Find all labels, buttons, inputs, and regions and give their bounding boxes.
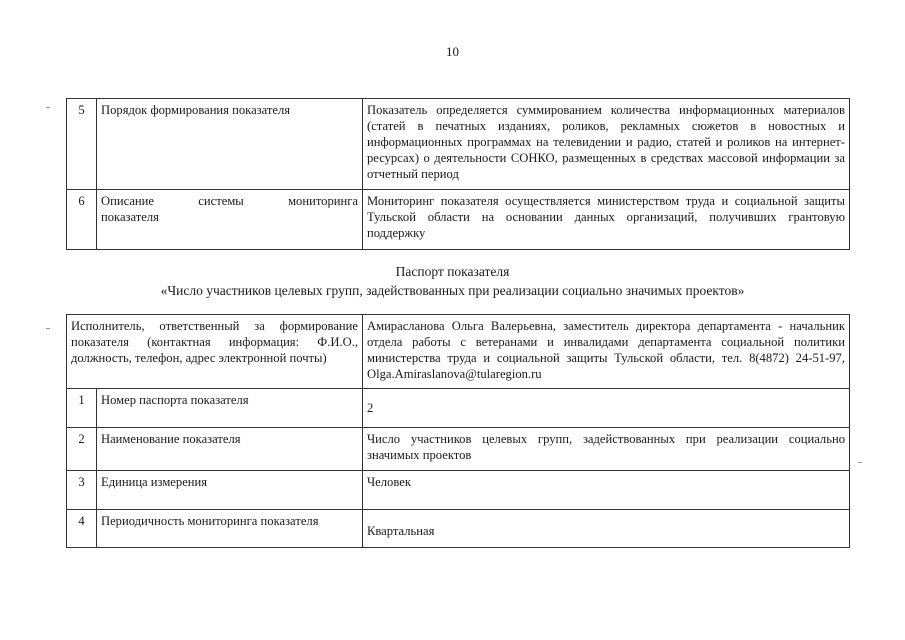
page-number: 10 (446, 44, 459, 59)
row-value-text: 2 (367, 401, 374, 415)
row-number: 6 (67, 190, 97, 250)
table-row (67, 510, 850, 548)
row-value (363, 510, 850, 548)
table-row (67, 428, 850, 471)
passport-subtitle: «Число участников целевых групп, задействованных при реализации социально значимых проектов» (160, 283, 745, 298)
row-label (97, 190, 363, 250)
row-label: Периодичность мониторинга показателя (97, 510, 363, 548)
row-number: 3 (67, 471, 97, 510)
row-number: 1 (67, 389, 97, 428)
passport-title: Паспорт показателя (395, 264, 510, 279)
row-label: Наименование показателя (97, 428, 363, 471)
row-number: 5 (67, 99, 97, 190)
row-label: Номер паспорта показателя (97, 389, 363, 428)
row-value: Показатель определяется суммированием количества информационных материалов (статей в печатных изданиях, роликов, рекламных сюжетов в новостных и информационных программах на телевидении и радио, статей и роликов на интернет-ресурсах) о деятельности СОНКО, размещенных в средствах массовой информации за отчетный период (363, 99, 850, 190)
scan-speck (46, 328, 50, 329)
table-row (67, 471, 850, 510)
row-value-text: Квартальная (367, 524, 435, 538)
executor-row (67, 315, 850, 389)
executor-label: Исполнитель, ответственный за формирование показателя (контактная информация: Ф.И.О., должность, телефон, адрес электронной почты) (67, 315, 363, 389)
table-row (67, 190, 850, 250)
row-value (363, 389, 850, 428)
passport-heading (0, 262, 905, 300)
row-value: Число участников целевых групп, задействованных при реализации социально значимых проектов (363, 428, 850, 471)
row-label-line: показателя (101, 210, 159, 224)
row-value: Человек (363, 471, 850, 510)
executor-value: Амирасланова Ольга Валерьевна, заместитель директора департамента - начальник отдела работы с ветеранами и инвалидами департамента социальной политики министерства труда и социальной защиты Тульской области, тел. 8(4872) 24-51-97, Olga.Amiraslanova@tularegion.ru (363, 315, 850, 389)
row-number: 2 (67, 428, 97, 471)
table-row (67, 389, 850, 428)
scan-speck (858, 462, 862, 463)
row-value: Мониторинг показателя осуществляется министерством труда и социальной защиты Тульской области на основании данных организаций, получивших грантовую поддержку (363, 190, 850, 250)
indicator-passport-table (66, 314, 850, 548)
row-label: Единица измерения (97, 471, 363, 510)
row-label-line: Описание системы мониторинга (101, 194, 358, 208)
row-label: Порядок формирования показателя (97, 99, 363, 190)
table-row (67, 99, 850, 190)
indicator-table-top (66, 98, 850, 250)
scan-speck (46, 107, 50, 108)
row-number: 4 (67, 510, 97, 548)
